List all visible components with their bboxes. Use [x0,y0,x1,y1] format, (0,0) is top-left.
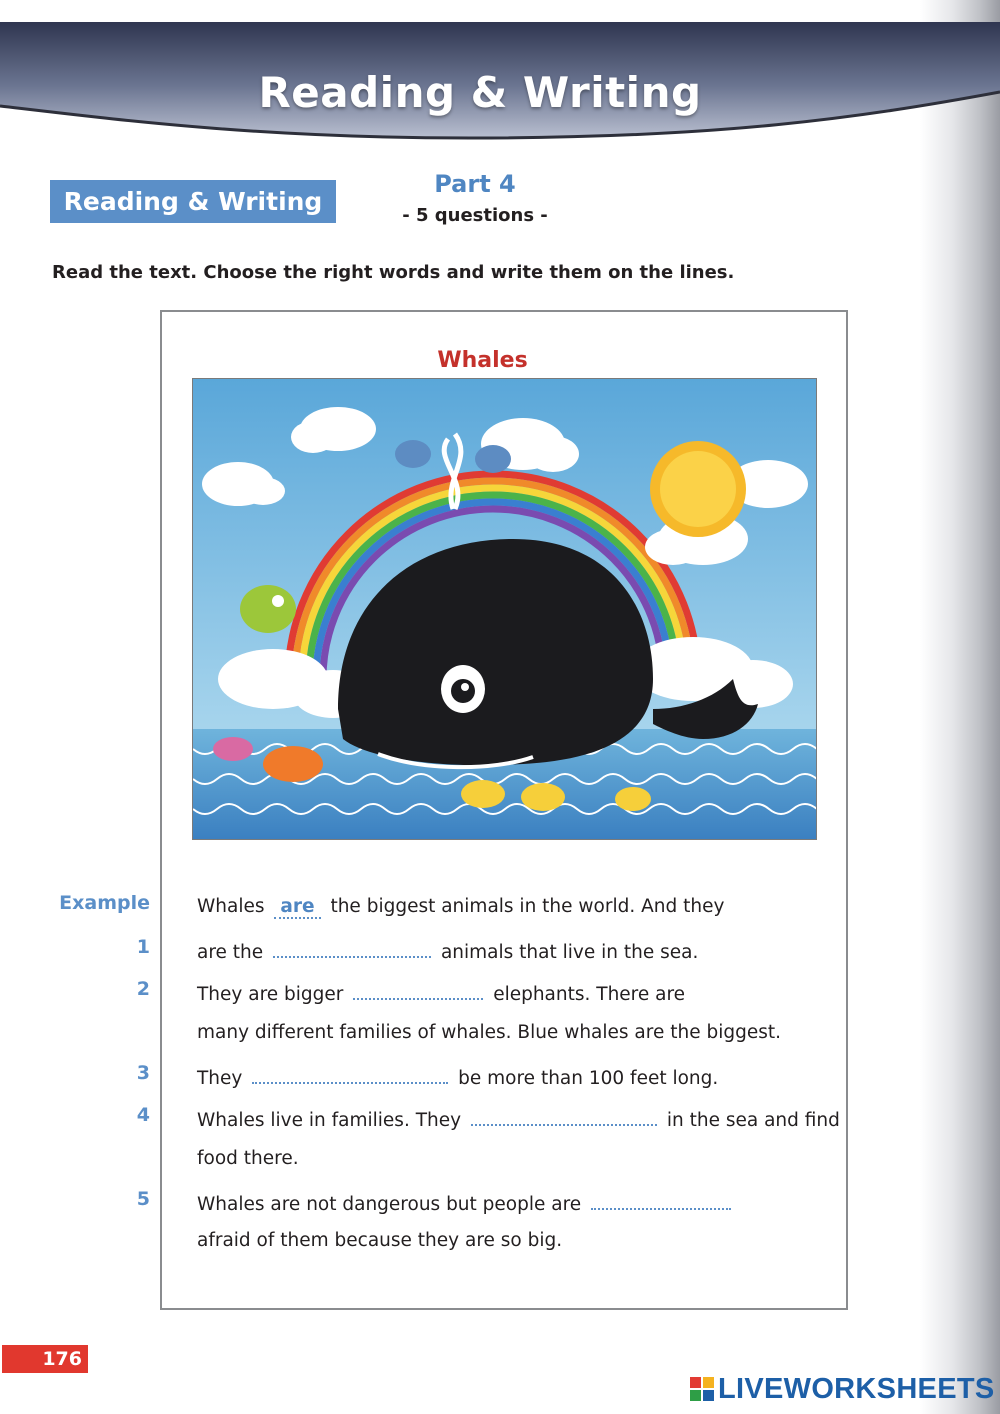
question-number-2: 2 [136,978,150,1000]
part-subtitle: - 5 questions - [402,205,548,226]
instructions: Read the text. Choose the right words and write them on the lines. [52,262,735,283]
page-number: 176 [2,1345,88,1373]
story-line: afraid of them because they are so big. [197,1230,563,1251]
part-title: Part 4 [434,170,516,198]
story-line-2 [197,980,685,1005]
sun [650,441,746,537]
question-number-1: 1 [136,936,150,958]
liveworksheets-logo[interactable] [690,1372,995,1406]
banner-title: Reading & Writing [258,68,702,117]
section-tag: Reading & Writing [50,180,336,223]
line-text: Whales live in families. They [197,1110,462,1131]
line-text: are the [197,942,264,963]
story-line: food there. [197,1148,299,1169]
whale-illustration [192,378,817,840]
page-edge-shadow [920,0,1000,1414]
example-answer: are [274,896,320,919]
story-title: Whales [437,348,528,373]
answer-blank-1[interactable] [273,938,431,958]
story-line: many different families of whales. Blue whales are the biggest. [197,1022,781,1043]
question-number-5: 5 [136,1188,150,1210]
line-text: in the sea and find [666,1110,840,1131]
question-number-4: 4 [136,1104,150,1126]
story-line-example [197,896,724,919]
question-number-3: 3 [136,1062,150,1084]
story-line-3 [197,1064,718,1089]
liveworksheets-logo-icon [690,1377,714,1401]
line-text: animals that live in the sea. [440,942,699,963]
answer-blank-5[interactable] [591,1190,731,1210]
line-text: Whales [197,896,265,917]
answer-blank-2[interactable] [353,980,483,1000]
liveworksheets-logo-text: LIVEWORKSHEETS [718,1372,995,1405]
answer-blank-3[interactable] [252,1064,448,1084]
story-line-4 [197,1106,840,1131]
example-label: Example [59,892,150,914]
line-text: They are bigger [197,984,344,1005]
answer-blank-4[interactable] [471,1106,657,1126]
line-text: They [197,1068,243,1089]
story-line-5 [197,1190,735,1215]
line-text: Whales are not dangerous but people are [197,1194,582,1215]
line-text: the biggest animals in the world. And they [330,896,725,917]
line-text: elephants. There are [493,984,686,1005]
line-text: be more than 100 feet long. [458,1068,719,1089]
story-line-1 [197,938,698,963]
